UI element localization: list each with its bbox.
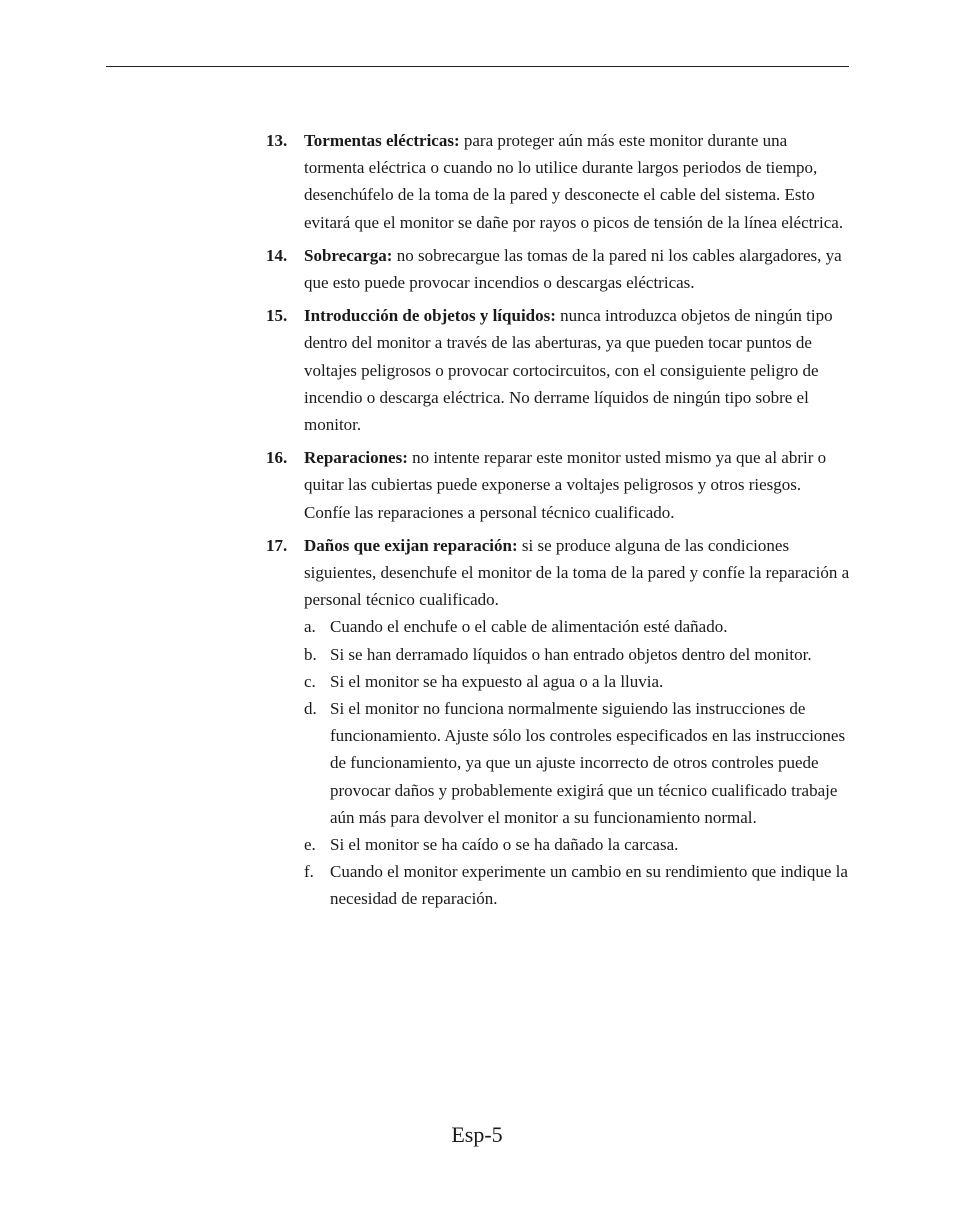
- list-item-15: [266, 302, 851, 438]
- header-rule: [106, 66, 849, 67]
- subitem-e: [304, 831, 851, 858]
- subitem-text: Si el monitor se ha expuesto al agua o a la lluvia.: [330, 671, 664, 691]
- subitem-c: [304, 668, 851, 695]
- item-number: 13.: [266, 131, 288, 150]
- subitem-text: Si se han derramado líquidos o han entrado objetos dentro del monitor.: [330, 644, 812, 664]
- safety-instructions-list: [266, 127, 851, 919]
- subitem-letter: b.: [304, 644, 317, 664]
- subitem-text: Cuando el monitor experimente un cambio en su rendimiento que indique la necesidad de reparación.: [330, 862, 848, 909]
- item-text: para proteger aún más este monitor durante una tormenta eléctrica o cuando no lo utilice durante largos periodos de tiempo, desenchúfelo de la toma de la pared y desconecte el cable del sistema. Esto evitará que el monitor se dañe por rayos o picos de tensión de la línea eléctrica.: [304, 131, 844, 232]
- subitem-letter: e.: [304, 835, 316, 855]
- item-number: 14.: [266, 245, 288, 265]
- item-number: 15.: [266, 306, 288, 326]
- item-text: no sobrecargue las tomas de la pared ni los cables alargadores, ya que esto puede provocar incendios o descargas eléctricas.: [304, 245, 842, 293]
- subitem-d: [304, 695, 851, 831]
- subitem-letter: c.: [304, 671, 316, 691]
- subitem-text: Cuando el enchufe o el cable de alimentación esté dañado.: [330, 617, 728, 637]
- item-term: Introducción de objetos y líquidos:: [304, 306, 556, 326]
- item-term: Sobrecarga:: [304, 245, 393, 265]
- subitem-letter: f.: [304, 862, 314, 882]
- subitem-b: [304, 641, 851, 668]
- item-term: Tormentas eléctricas:: [304, 131, 460, 150]
- list-item-16: [266, 444, 851, 526]
- list-item-13: [266, 127, 851, 236]
- item-term: Reparaciones:: [304, 448, 408, 468]
- page-number: Esp-5: [451, 1122, 503, 1147]
- subitem-letter: a.: [304, 617, 316, 637]
- item-number: 17.: [266, 535, 288, 555]
- subitem-f: [304, 858, 851, 912]
- subitem-text: Si el monitor se ha caído o se ha dañado la carcasa.: [330, 835, 679, 855]
- item-number: 16.: [266, 448, 288, 468]
- subitem-a: [304, 613, 851, 640]
- item-text: si se produce alguna de las condiciones siguientes, desenchufe el monitor de la toma de la pared y confíe la reparación a personal técnico cualificado.: [304, 535, 850, 610]
- subitem-letter: d.: [304, 699, 317, 719]
- list-item-14: [266, 242, 851, 296]
- subitem-text: Si el monitor no funciona normalmente siguiendo las instrucciones de funcionamiento. Ajuste sólo los controles especificados en las instrucciones de funcionamiento, ya que un ajuste incorrecto de otros controles puede provocar daños y probablemente exigirá que un técnico cualificado trabaje aún más para devolver el monitor a su funcionamiento normal.: [330, 699, 846, 827]
- item-text: no intente reparar este monitor usted mismo ya que al abrir o quitar las cubiertas puede exponerse a voltajes peligrosos y otros riesgos. Confíe las reparaciones a personal técnico cualificado.: [304, 448, 827, 522]
- item-term: Daños que exijan reparación:: [304, 535, 518, 555]
- list-item-17: [266, 532, 851, 913]
- item-text: nunca introduzca objetos de ningún tipo dentro del monitor a través de las aberturas, ya que pueden tocar puntos de voltajes peligrosos o provocar cortocircuitos, con el consiguiente peligro de incendio o descarga eléctrica. No derrame líquidos de ningún tipo sobre el monitor.: [304, 306, 833, 435]
